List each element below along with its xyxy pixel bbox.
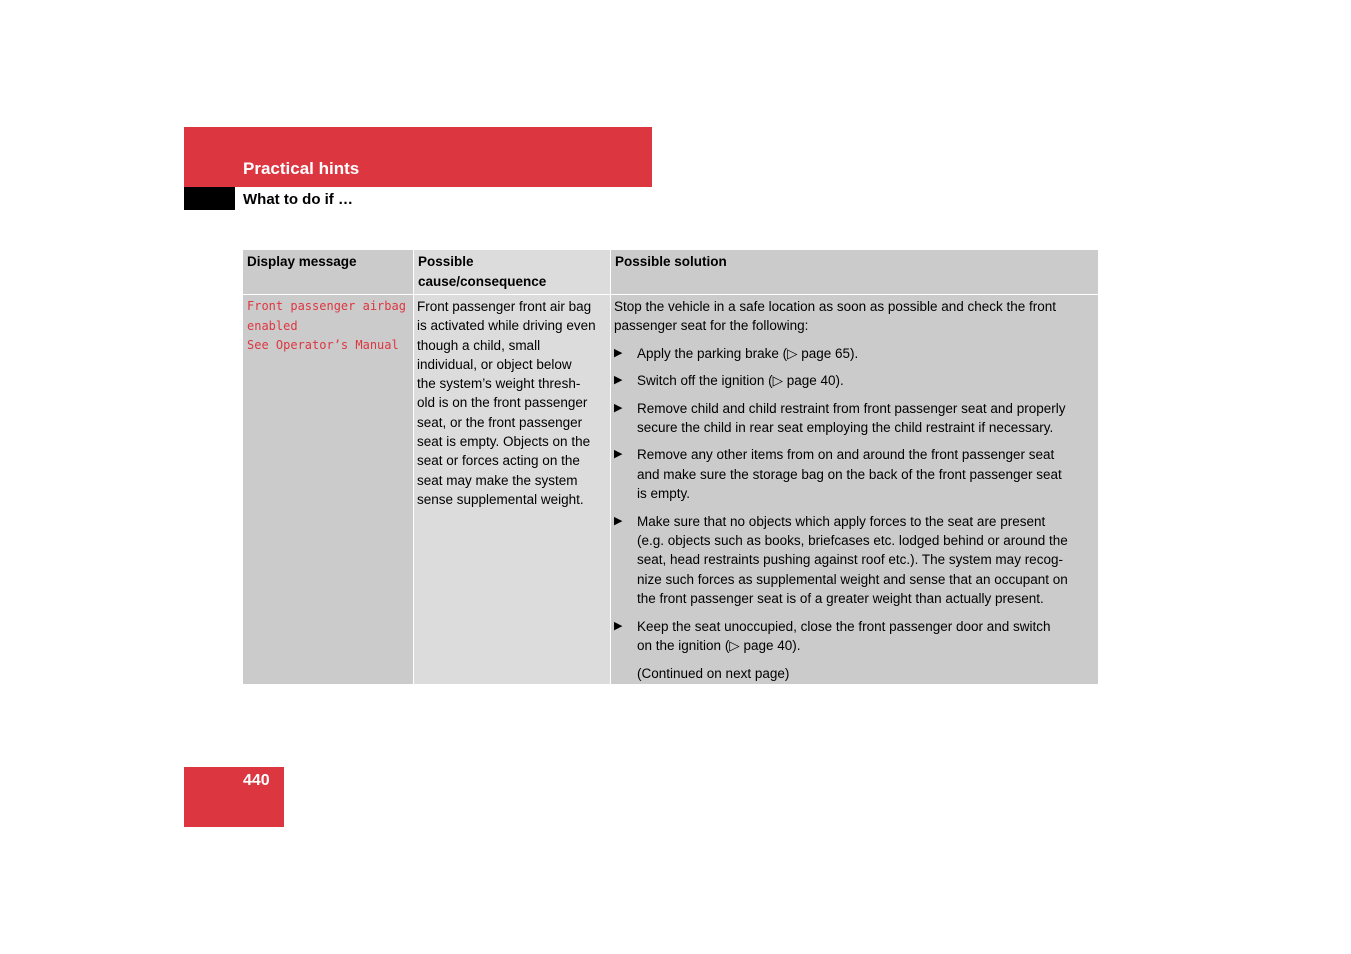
header-cause-line: Possible bbox=[418, 254, 474, 269]
solution-step-line: Make sure that no objects which apply forces to the seat are present bbox=[637, 513, 1046, 529]
solution-step-remove-items bbox=[614, 445, 1096, 503]
cause-line: seat or forces acting on the bbox=[417, 453, 580, 469]
display-message-table bbox=[243, 250, 1098, 684]
cause-line: the system’s weight thresh- bbox=[417, 376, 581, 392]
triangle-bullet-icon: ▶ bbox=[614, 401, 623, 414]
solution-step-check-forces bbox=[614, 512, 1096, 609]
cause-line: though a child, small bbox=[417, 337, 541, 353]
header-solution: Possible solution bbox=[611, 250, 1098, 294]
cause-line: seat may make the system bbox=[417, 472, 578, 488]
solution-step-line: on the ignition (▷ page 40). bbox=[637, 638, 801, 654]
solution-step-line: secure the child in rear seat employing the child restraint if necessary. bbox=[637, 420, 1054, 436]
triangle-bullet-icon: ▶ bbox=[614, 374, 623, 387]
solution-step-line: Keep the seat unoccupied, close the front passenger door and switch bbox=[637, 618, 1051, 634]
triangle-bullet-icon: ▶ bbox=[614, 346, 623, 359]
display-message-text bbox=[247, 297, 413, 356]
solution-step-line: Apply the parking brake (▷ page 65). bbox=[637, 345, 859, 361]
triangle-bullet-icon: ▶ bbox=[614, 619, 623, 632]
cause-line: Front passenger front air bag bbox=[417, 299, 592, 314]
section-title: Practical hints bbox=[243, 159, 360, 178]
header-divider bbox=[243, 294, 1098, 295]
solution-step-remove-child bbox=[614, 399, 1096, 438]
solution-intro-line: Stop the vehicle in a safe location as soon as possible and check the front bbox=[614, 299, 1057, 314]
section-marker bbox=[184, 187, 235, 210]
display-message-line: See Operator’s Manual bbox=[247, 338, 399, 352]
cause-line: old is on the front passenger bbox=[417, 395, 588, 411]
solution-step-line: and make sure the storage bag on the back of the front passenger seat bbox=[637, 466, 1062, 482]
cause-line: seat is empty. Objects on the bbox=[417, 434, 591, 450]
header-cause-line: cause/consequence bbox=[418, 274, 547, 289]
subsection-title: What to do if … bbox=[243, 191, 353, 208]
header-display-message: Display message bbox=[243, 250, 413, 294]
solution-text bbox=[614, 297, 1096, 683]
solution-step-line: (e.g. objects such as books, briefcases etc. lodged behind or around the bbox=[637, 533, 1068, 549]
display-message-line: enabled bbox=[247, 318, 298, 333]
cause-text bbox=[417, 297, 609, 509]
solution-step-line: Remove any other items from on and around the front passenger seat bbox=[637, 447, 1055, 463]
solution-step-ignition-off bbox=[614, 371, 1096, 390]
continued-note: (Continued on next page) bbox=[637, 665, 790, 681]
header-cause bbox=[414, 250, 610, 294]
solution-step-seat-unoccupied bbox=[614, 617, 1096, 656]
triangle-bullet-icon: ▶ bbox=[614, 448, 623, 461]
solution-intro-line: passenger seat for the following: bbox=[614, 318, 809, 334]
cause-line: individual, or object below bbox=[417, 356, 572, 372]
display-message-line: Front passenger airbag bbox=[247, 299, 406, 313]
solution-step-line: nize such forces as supplemental weight and sense that an occupant on bbox=[637, 571, 1068, 587]
solution-step-parking-brake bbox=[614, 344, 1096, 363]
cause-line: is activated while driving even bbox=[417, 318, 596, 334]
solution-intro bbox=[614, 297, 1096, 336]
page-number: 440 bbox=[243, 772, 270, 789]
solution-step-line: is empty. bbox=[637, 486, 691, 502]
cause-line: seat, or the front passenger bbox=[417, 414, 583, 430]
solution-step-line: Switch off the ignition (▷ page 40). bbox=[637, 373, 844, 389]
solution-step-line: seat, head restraints pushing against roof etc.). The system may recog- bbox=[637, 552, 1063, 568]
solution-step-line: the front passenger seat is of a greater weight than actually present. bbox=[637, 591, 1044, 607]
solution-step-line: Remove child and child restraint from front passenger seat and properly bbox=[637, 400, 1066, 416]
triangle-bullet-icon: ▶ bbox=[614, 514, 623, 527]
cause-line: sense supplemental weight. bbox=[417, 491, 584, 507]
